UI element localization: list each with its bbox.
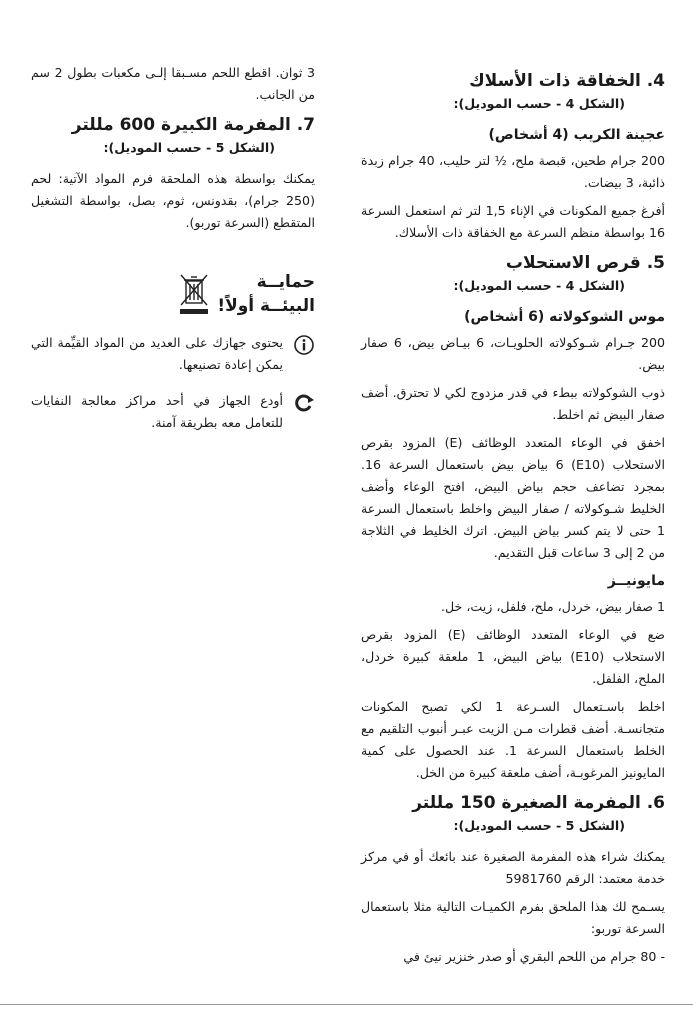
right-column [361,62,665,974]
info-disposal [31,390,315,434]
large-chopper-description: يمكنك بواسطة هذه الملحقة فرم المواد الآتية: لحم (250 جرام)، بقدونس، ثوم، بصل، بواسطة التشغيل المتقطع (السرعة توربو). [31,171,315,230]
mousse-recipe-title: موس الشوكولاته (6 أشخاص) [464,309,665,325]
info-disposal-text: أودع الجهاز في أحد مراكز معالجة النفايات للتعامل معه بطريقة آمنة. [31,393,283,430]
info-icon [293,334,315,356]
mayonnaise-ingredients: 1 صفار بيض، خردل، ملح، فلفل، زيت، خل. [441,599,665,614]
section-7-subtitle: (الشكل 5 - حسب الموديل): [103,140,275,155]
crossed-bin-icon [177,273,211,315]
mini-chopper-quantities: يسـمح لك هذا الملحق بفرم الكميـات التالية مثلا باستعمال السرعة توربو: [361,899,665,936]
mousse-step-2: اخفق في الوعاء المتعدد الوظائف (E) المزود بقرص الاستحلاب (E10) 6 بياض بيض باستعمال السرعة 16. بمجرد تضاعف حجم بياض البيض، افتح الوعاء وأضف الخليط شـوكولاته / صفار البيض واخلط باستعمال السرعة 1 حتى لا يتم كسر بياض البيض. اترك الخليط في الثلاجة من 2 إلى 3 ساعات قبل التقديم. [361,435,665,560]
crepe-recipe-title: عجينة الكريب (4 أشخاص) [488,127,665,143]
environment-title: حمايــة البيئــة أولاً! [217,272,315,316]
mousse-ingredients: 200 جـرام شـوكولاته الحلويـات، 6 بيـاض بيض، 6 صفار بيض. [361,335,665,372]
continued-text: 3 ثوان. اقطع اللحم مسـبقا إلـى مكعبات بطول 2 سم من الجانب. [31,65,315,102]
footer-divider [0,1004,693,1005]
recycle-icon [293,392,315,414]
mousse-step-1: ذوب الشوكولاته ببطء في قدر مزدوج لكي لا تحترق. أضف صفار البيض ثم اخلط. [361,385,665,422]
mayonnaise-step-1: ضع في الوعاء المتعدد الوظائف (E) المزود بقرص الاستحلاب (E10) بياض البيض، 1 ملعقة كبيرة خردل، الملح، الفلفل. [361,627,665,686]
info-recyclable-text: يحتوى جهازك على العديد من المواد القيِّمة التي يمكن إعادة تصنيعها. [31,335,283,372]
section-5-subtitle: (الشكل 4 - حسب الموديل): [453,278,625,293]
section-4-subtitle: (الشكل 4 - حسب الموديل): [453,96,625,111]
section-6-title: 6. المفرمة الصغيرة 150 مللتر [412,793,665,813]
section-4-title: 4. الخفاقة ذات الأسلاك [469,71,665,91]
section-6-subtitle: (الشكل 5 - حسب الموديل): [453,818,625,833]
left-column [31,62,315,434]
section-7-title: 7. المفرمة الكبيرة 600 مللتر [71,115,315,135]
info-recyclable [31,332,315,376]
crepe-instructions: أفرغ جميع المكونات في الإناء 1,5 لتر ثم استعمل السرعة 16 بواسطة منظم السرعة مع الخفاقة ذات الأسلاك. [361,203,665,240]
mini-chopper-purchase: يمكنك شراء هذه المفرمة الصغيرة عند بائعك أو في مركز خدمة معتمد: الرقم 5981760 [361,849,665,886]
mayonnaise-recipe-title: مايونيــز [607,573,665,589]
crepe-ingredients: 200 جرام طحين، قبصة ملح، ½ لتر حليب، 40 جرام زبدة ذائبة، 3 بيضات. [361,153,665,190]
mayonnaise-step-2: اخلط باسـتعمال السـرعة 1 لكي تصبح المكونات متجانسـة. أضف قطرات مـن الزيت عبـر أنبوب التلقيم مع الخلط باستعمال السرعة 1. عند الحصول على كمية المايونيز المرغوبـة، أضف ملعقة كبيرة من الخل. [361,699,666,780]
section-5-title: 5. قرص الاستحلاب [505,253,665,273]
mini-chopper-item-1: - 80 جرام من اللحم البقري أو صدر خنزير نيئ في [403,949,665,964]
environment-header [31,270,315,318]
